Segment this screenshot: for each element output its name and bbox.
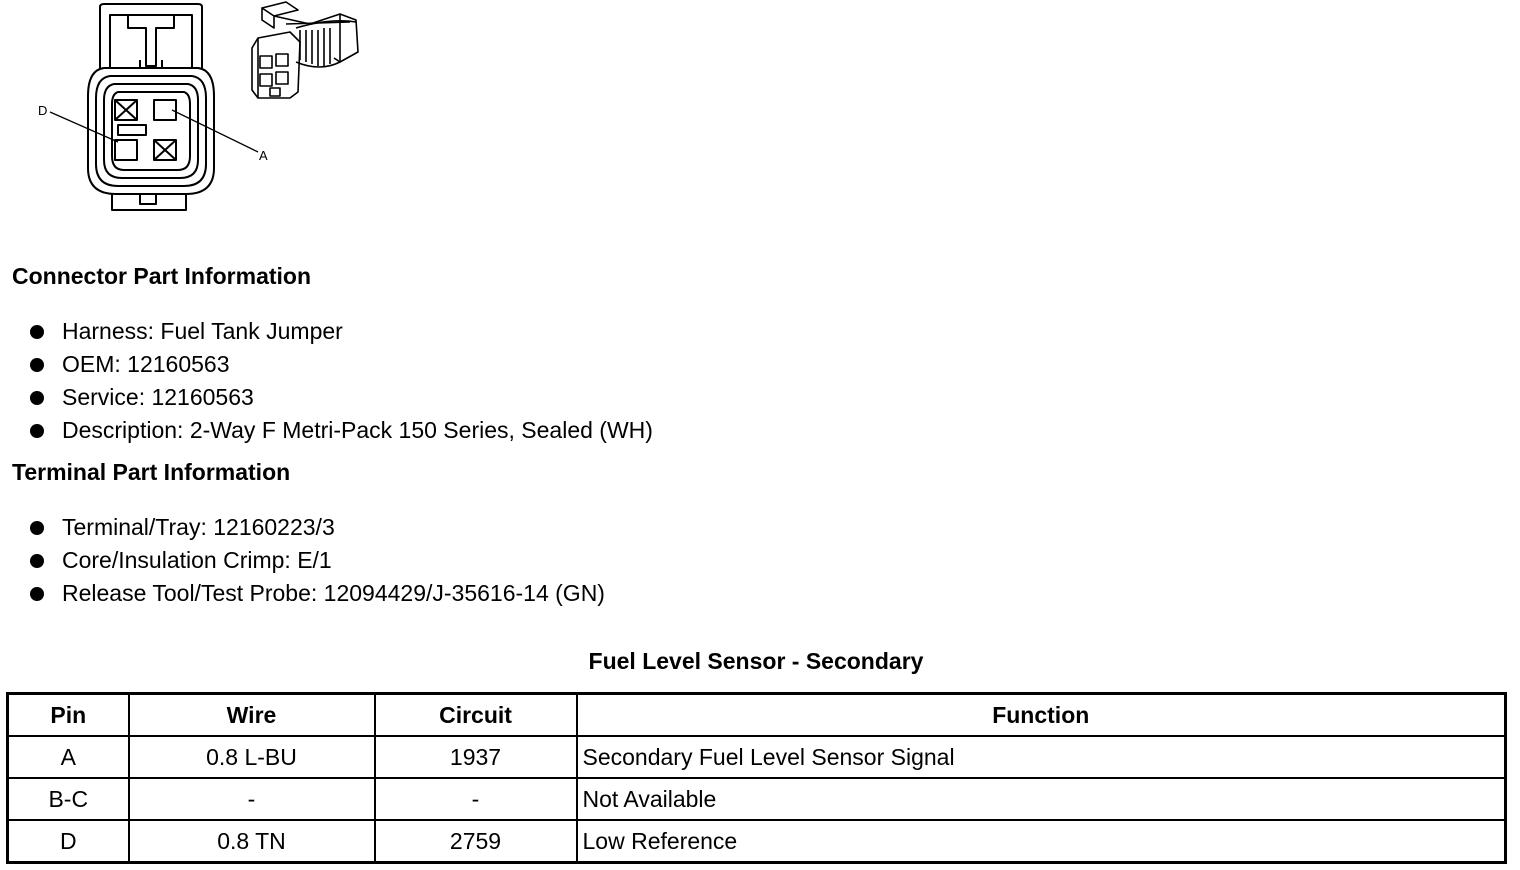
cell-function: Secondary Fuel Level Sensor Signal: [577, 736, 1506, 778]
table-row: [8, 778, 1506, 820]
cell-circuit: 2759: [375, 820, 577, 863]
column-header-function: Function: [577, 694, 1506, 737]
list-item: [0, 511, 605, 544]
cell-circuit: -: [375, 778, 577, 820]
cell-wire: 0.8 TN: [129, 820, 375, 863]
list-item: [0, 414, 653, 447]
table-title: Fuel Level Sensor - Secondary: [588, 648, 924, 674]
terminal-info-heading: Terminal Part Information: [12, 459, 291, 485]
list-item: [0, 348, 653, 381]
cell-pin: B-C: [8, 778, 129, 820]
list-item-text: Harness: Fuel Tank Jumper: [62, 318, 343, 344]
bullet-icon: [30, 424, 44, 438]
pin-label-a: A: [259, 148, 268, 163]
terminal-info-list: [0, 511, 605, 610]
list-item-text: Core/Insulation Crimp: E/1: [62, 547, 332, 573]
list-item-text: Description: 2-Way F Metri-Pack 150 Series, Sealed (WH): [62, 417, 653, 443]
bullet-icon: [30, 521, 44, 535]
table-header-row: [8, 694, 1506, 737]
list-item: [0, 544, 605, 577]
table-row: [8, 820, 1506, 863]
bullet-icon: [30, 587, 44, 601]
list-item-text: Terminal/Tray: 12160223/3: [62, 514, 335, 540]
list-item: [0, 577, 605, 610]
cell-function: Not Available: [577, 778, 1506, 820]
bullet-icon: [30, 391, 44, 405]
bullet-icon: [30, 325, 44, 339]
column-header-wire: Wire: [129, 694, 375, 737]
column-header-circuit: Circuit: [375, 694, 577, 737]
list-item-text: OEM: 12160563: [62, 351, 230, 377]
connector-info-heading: Connector Part Information: [12, 263, 312, 289]
list-item-text: Release Tool/Test Probe: 12094429/J-35616-14 (GN): [62, 580, 605, 606]
list-item-text: Service: 12160563: [62, 384, 254, 410]
list-item: [0, 381, 653, 414]
cell-pin: A: [8, 736, 129, 778]
connector-diagram: [0, 0, 380, 225]
table-row: [8, 736, 1506, 778]
cell-pin: D: [8, 820, 129, 863]
bullet-icon: [30, 554, 44, 568]
bullet-icon: [30, 358, 44, 372]
list-item: [0, 315, 653, 348]
column-header-pin: Pin: [8, 694, 129, 737]
connector-info-list: [0, 315, 653, 447]
cell-wire: -: [129, 778, 375, 820]
cell-function: Low Reference: [577, 820, 1506, 863]
cell-wire: 0.8 L-BU: [129, 736, 375, 778]
cell-circuit: 1937: [375, 736, 577, 778]
pin-label-d: D: [38, 103, 48, 118]
pin-table: [6, 692, 1507, 864]
